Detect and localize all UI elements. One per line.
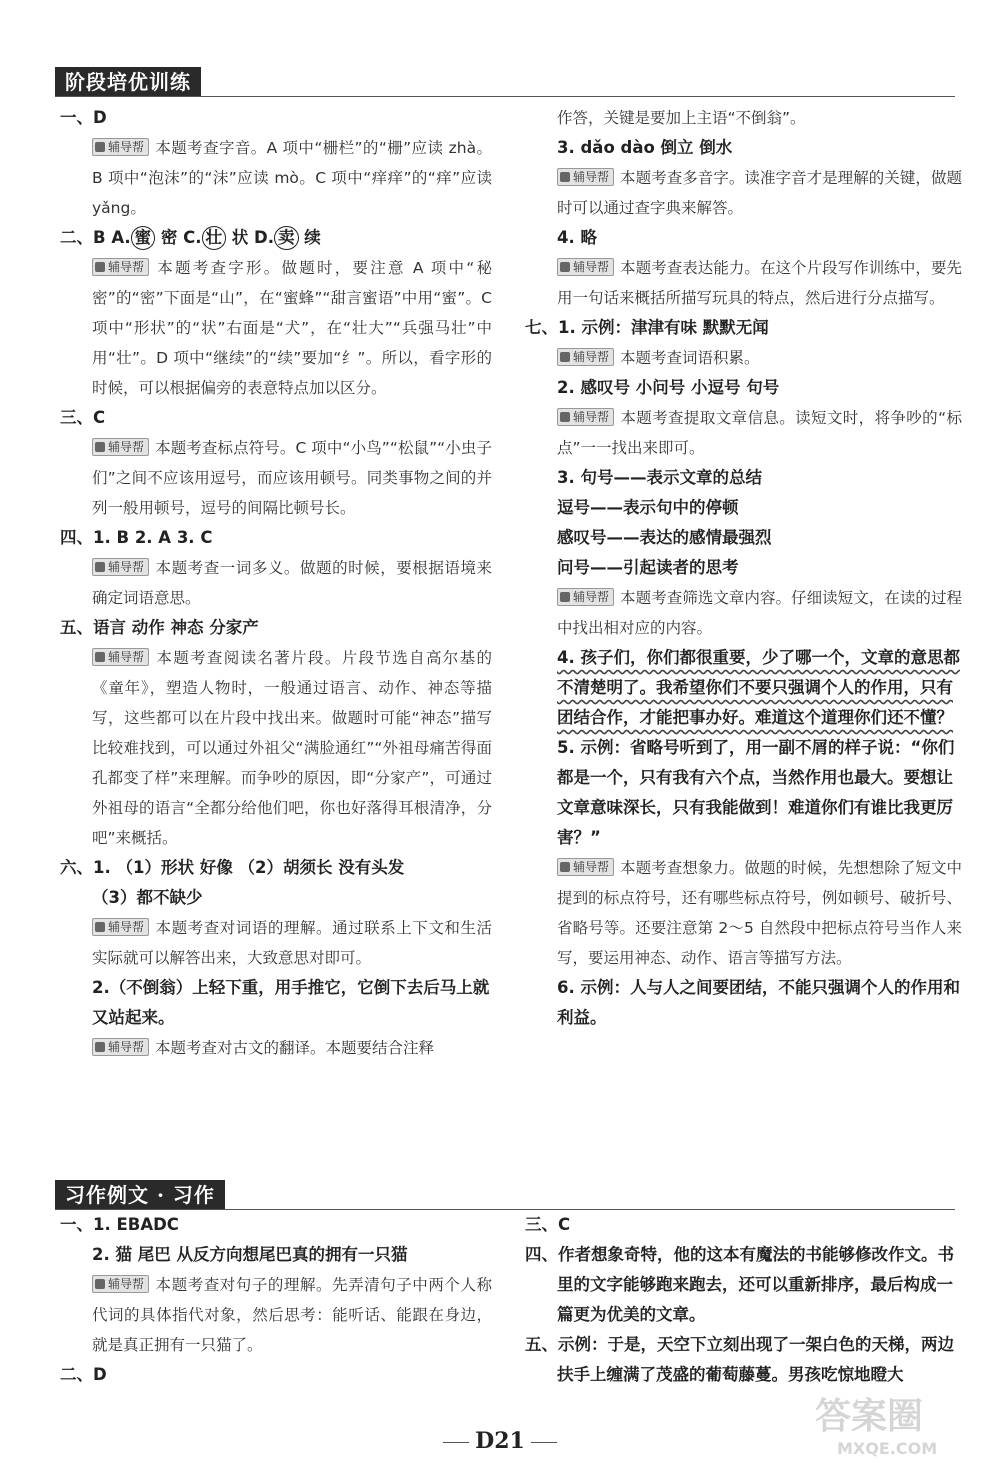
section2-left-column [60,1210,492,1390]
section1-right-column [525,103,962,1033]
hint-tag [92,648,149,666]
hint-tag-label: 辅导帮 [108,920,145,934]
hint-tag [557,168,614,186]
hint-tag-label: 辅导帮 [573,590,610,604]
book-icon [560,262,570,272]
hint-tag [92,1275,149,1293]
answer-item: 2. 感叹号 小问号 小逗号 句号 [557,378,780,397]
page-number-dash [443,1442,469,1443]
hint-tag-label: 辅导帮 [108,260,145,274]
watermark-logo [807,1380,982,1460]
hint-tag [92,1038,149,1056]
answer-item [60,223,492,253]
book-icon [95,262,105,272]
book-icon [560,592,570,602]
book-icon [95,1279,105,1289]
hint-tag-label: 辅导帮 [573,260,610,274]
section-banner-training: 阶段培优训练 [55,67,201,97]
answer-item: （3）都不缺少 [92,888,203,907]
hint-paragraph [60,433,492,523]
watermark-logo-text: 答案圈 [815,1396,924,1437]
book-icon [560,412,570,422]
section-banner-composition: 习作例文 · 习作 [55,1180,225,1210]
answer-item: 三、C [525,1215,571,1234]
hint-tag [557,858,614,876]
hint-tag [557,258,614,276]
hint-text: 本题考查对句子的理解。先弄清句子中两个人称代词的具体指代对象，然后思考：能听话、能跟在身边，就是真正拥有一只猫了。 [92,1276,492,1354]
hint-paragraph: 作答，关键是要加上主语“不倒翁”。 [557,109,806,127]
answer-text: 二、B A. [60,228,131,247]
hint-tag [92,258,149,276]
section-divider [55,96,955,97]
page-number-text: D21 [475,1428,525,1454]
circled-character: 卖 [274,226,299,250]
answer-text: 状 D. [226,228,274,247]
answer-item: 五、语言 动作 神态 分家产 [60,618,259,637]
hint-paragraph [525,163,962,223]
hint-text: 本题考查多音字。读准字音才是理解的关键，做题时可以通过查字典来解答。 [557,169,962,217]
answer-item: 2. 猫 尾巴 从反方向想尾巴真的拥有一只猫 [92,1245,408,1264]
answer-text: 密 C. [155,228,202,247]
hint-text: 本题考查字音。A 项中“栅栏”的“栅”应读 zhà。B 项中“泡沫”的“沫”应读 mò。C 项中“痒痒”的“痒”应读 yǎng。 [92,139,492,217]
hint-tag-label: 辅导帮 [108,1040,145,1054]
answer-item: 2.（不倒翁）上轻下重，用手推它，它倒下去后马上就又站起来。 [92,978,490,1027]
watermark-logo-url: MXQE.COM [837,1439,938,1458]
hint-text: 本题考查对古文的翻译。本题要结合注释 [155,1039,435,1057]
hint-paragraph [525,343,962,373]
section1-left-column [60,103,492,1063]
hint-paragraph [525,853,962,973]
answer-item: 一、D [60,108,107,127]
hint-paragraph [60,553,492,613]
book-icon [95,1042,105,1052]
hint-tag-label: 辅导帮 [573,350,610,364]
hint-paragraph [525,253,962,313]
hint-tag-label: 辅导帮 [573,410,610,424]
answer-item: 一、1. EBADC [60,1215,179,1234]
hint-text: 本题考查字形。做题时，要注意 A 项中“秘密”的“密”下面是“山”，在“蜜蜂”“甜言蜜语”中用“蜜”。C 项中“形状”的“状”右面是“犬”，在“壮大”“兵强马壮”中用“壮”。D 项中“继续”的“续”要加“纟”。所以，看字形的时候，可以根据偏旁的表意特点加以区分。 [92,259,492,397]
answer-item: 逗号——表示句中的停顿 [557,498,739,517]
hint-tag-label: 辅导帮 [108,140,145,154]
hint-paragraph [60,253,492,403]
book-icon [560,352,570,362]
circled-character: 壮 [202,226,227,250]
hint-tag [92,558,149,576]
hint-tag-label: 辅导帮 [108,440,145,454]
answer-item: 3. 句号——表示文章的总结 [557,468,762,487]
hint-tag [92,918,149,936]
hint-tag-label: 辅导帮 [108,1277,145,1291]
book-icon [560,172,570,182]
hint-paragraph [60,913,492,973]
section2-right-column [525,1210,962,1390]
hint-text: 本题考查对词语的理解。通过联系上下文和生活实际就可以解答出来，大致意思对即可。 [92,919,492,967]
hint-tag-label: 辅导帮 [108,650,145,664]
hint-tag-label: 辅导帮 [573,860,610,874]
answer-item: 四、作者想象奇特，他的这本有魔法的书能够修改作文。书里的文字能够跑来跑去，还可以重新排序，最后构成一篇更为优美的文章。 [525,1245,954,1324]
hint-text: 本题考查表达能力。在这个片段写作训练中，要先用一句话来概括所描写玩具的特点，然后进行分点描写。 [557,259,962,307]
hint-paragraph [60,643,492,853]
answer-text: 续 [298,228,321,247]
answer-item: 七、1. 示例：津津有味 默默无闻 [525,318,769,337]
answer-item: 问号——引起读者的思考 [557,558,739,577]
book-icon [95,562,105,572]
hint-text: 本题考查筛选文章内容。仔细读短文，在读的过程中找出相对应的内容。 [557,589,962,637]
hint-tag [557,408,614,426]
hint-text: 本题考查词语积累。 [620,349,760,367]
wavy-underlined-answer: 4. 孩子们，你们都很重要，少了哪一个，文章的意思都不清楚明了。我希望你们不要只强调个人的作用，只有团结合作，才能把事办好。难道这个道理你们还不懂？ [557,648,960,727]
hint-text: 本题考查标点符号。C 项中“小鸟”“松鼠”“小虫子们”之间不应该用逗号，而应该用顿号。同类事物之间的并列一般用顿号，逗号的间隔比顿号长。 [92,439,492,517]
answer-item: 感叹号——表达的感情最强烈 [557,528,772,547]
hint-text: 本题考查一词多义。做题的时候，要根据语境来确定词语意思。 [92,559,492,607]
hint-text: 本题考查想象力。做题的时候，先想想除了短文中提到的标点符号，还有哪些标点符号，例如顿号、破折号、省略号等。还要注意第 2～5 自然段中把标点符号当作人来写，要运用神态、动作、语言等描写方法。 [557,859,962,967]
hint-text: 本题考查阅读名著片段。片段节选自高尔基的《童年》，塑造人物时，一般通过语言、动作、神态等描写，这些都可以在片段中找出来。做题时可能“神态”描写比较难找到，可以通过外祖父“满脸通红”“外祖母痛苦得面孔都变了样”来理解。而争吵的原因，即“分家产”，可通过外祖母的语言“全都分给他们吧，你也好落得耳根清净，分吧”来概括。 [92,649,492,847]
page-number-dash [531,1442,557,1443]
circled-character: 蜜 [131,226,156,250]
book-icon [95,922,105,932]
hint-tag-label: 辅导帮 [108,560,145,574]
book-icon [95,142,105,152]
hint-tag [557,588,614,606]
hint-paragraph [525,403,962,463]
hint-tag [92,438,149,456]
hint-paragraph [525,583,962,643]
answer-item: 4. 略 [557,228,597,247]
answer-item: 5. 示例：省略号听到了，用一副不屑的样子说：“你们都是一个，只有我有六个点，当然作用也最大。要想让文章意味深长，只有我能做到！难道你们有谁比我更厉害？” [557,738,955,847]
hint-paragraph [60,133,492,223]
book-icon [95,442,105,452]
hint-paragraph [60,1033,492,1063]
answer-item: 6. 示例：人与人之间要团结，不能只强调个人的作用和利益。 [557,978,960,1027]
hint-tag [92,138,149,156]
answer-item: 二、D [60,1365,107,1384]
hint-paragraph [60,1270,492,1360]
hint-tag-label: 辅导帮 [573,170,610,184]
book-icon [95,652,105,662]
answer-item: 三、C [60,408,106,427]
answer-item: 五、示例：于是，天空下立刻出现了一架白色的天梯，两边扶手上缠满了茂盛的葡萄藤蔓。男孩吃惊地瞪大 [525,1335,954,1384]
answer-item [525,643,962,733]
answer-item: 六、1. （1）形状 好像 （2）胡须长 没有头发 [60,858,405,877]
answer-item: 3. dǎo dào 倒立 倒水 [557,138,733,157]
answer-item: 四、1. B 2. A 3. C [60,528,213,547]
book-icon [560,862,570,872]
hint-tag [557,348,614,366]
hint-text: 本题考查提取文章信息。读短文时，将争吵的“标点”一一找出来即可。 [557,409,962,457]
